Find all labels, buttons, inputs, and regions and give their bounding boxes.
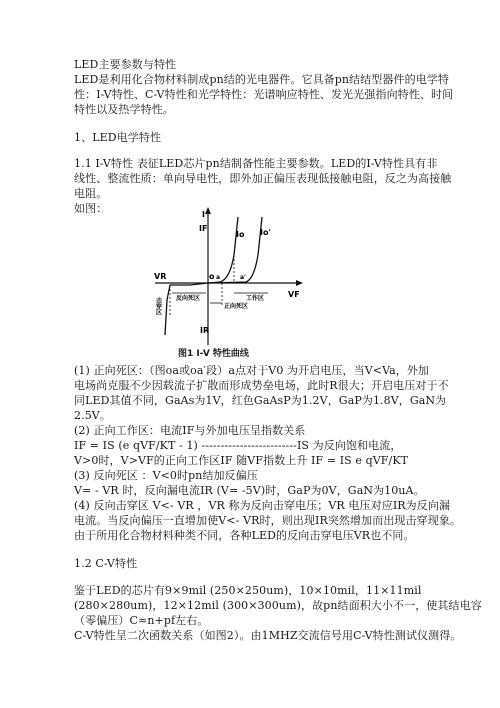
figure-caption: 图1 I-V 特性曲线 [178,349,249,359]
point-a-label: a [216,274,221,281]
axis-label-vf: VF [288,290,300,299]
reverse-dead-line-2: V= - VR 时，反向漏电流IR (V= -5V)时，GaP为0V，GaN为10uA。 [74,484,425,497]
origin-label: o [209,272,215,281]
breakdown-line-2: 电流。当反向偏压一直增加使V<- VR时，则出现IR突然增加而出现击穿现象。 [74,514,462,527]
axis-label-if: IF [199,224,208,233]
axis-label-ir: IR [200,326,210,335]
region-forward-dead: 正向死区 [224,303,249,310]
iv-para-line-3: 电阻。 [74,187,108,200]
forward-work-formula: IF = IS (e qVF/KT - 1) -------------------------IS 为反向饱和电流， [74,439,402,452]
forward-dead-line-4: 2.5V。 [74,409,111,422]
iv-para-line-4: 如图： [74,202,108,215]
point-a-prime-label: a' [240,274,246,281]
reverse-dead-line-1: (3) 反向死区 ：V<0时pn结加反偏压 [74,469,258,482]
x-axis-arrow [296,280,303,286]
curve-io-label: Io [236,230,245,239]
section-heading-cv: 1.2 C-V特性 [74,557,138,570]
cv-line-1: 鉴于LED的芯片有9×9mil (250×250um)，10×10mil，11×11mil [74,584,422,597]
breakdown-line-1: (4) 反向击穿区 V<- VR ，VR 称为反向击穿电压；VR 电压对应IR为反向漏 [74,499,451,512]
cv-line-3: （零偏压）C≈n+pf左右。 [74,614,209,627]
axis-label-i: I [202,210,205,219]
iv-curve-figure [150,205,320,355]
curve-io-prime-label: Io' [260,228,271,237]
forward-work-line-1: (2) 正向工作区：电流IF与外加电压呈指数关系 [74,424,306,437]
iv-para-line-2: 线性、整流性质：单向导电性，即外加正偏压表现低接触电阻，反之为高接触 [74,172,452,185]
section-heading-1: 1、LED电学特性 [74,131,162,144]
forward-dead-line-1: (1) 正向死区：（图oa或oa′段）a点对于V0 为开启电压，当V<Va，外加 [74,364,430,377]
iv-para-line-1: 1.1 I-V特性 表征LED芯片pn结制备性能主要参数。LED的I-V特性具有非 [74,157,438,170]
breakdown-line-3: 由于所用化合物材料种类不同，各种LED的反向击穿电压VR也不同。 [74,529,415,542]
region-breakdown: 击穿区 [154,297,162,315]
axis-label-vr: VR [154,272,167,281]
intro-line-2: 性：I-V特性、C-V特性和光学特性：光谱响应特性、发光光强指向特性、时间 [74,88,454,101]
doc-title: LED主要参数与特性 [74,58,177,71]
intro-line-1: LED是利用化合物材料制成pn结的光电器件。它具备pn结结型器件的电学特 [74,73,450,86]
forward-dead-line-3: 同LED其值不同，GaAs为1V，红色GaAsP为1.2V，GaP为1.8V，GaN为 [74,394,447,407]
forward-work-line-3: V>0时，V>VF的正向工作区IF 随VF指数上升 IF = IS e qVF/KT [74,454,409,467]
region-work: 工作区 [246,295,265,302]
cv-line-2: (280×280um)，12×12mil (300×300um)，故pn结面积大小不一，使其结电容 [74,599,482,612]
region-reverse-dead: 反向死区 [176,295,201,302]
intro-line-3: 特性以及热学特性。 [74,103,174,116]
y-axis-arrow [205,207,211,214]
forward-dead-line-2: 电场尚克服不少因载流子扩散而形成势垒电场，此时R很大；开启电压对于不 [74,379,449,392]
cv-line-4: C-V特性呈二次函数关系（如图2）。由1MHZ交流信号用C-V特性测试仪测得。 [74,629,462,642]
